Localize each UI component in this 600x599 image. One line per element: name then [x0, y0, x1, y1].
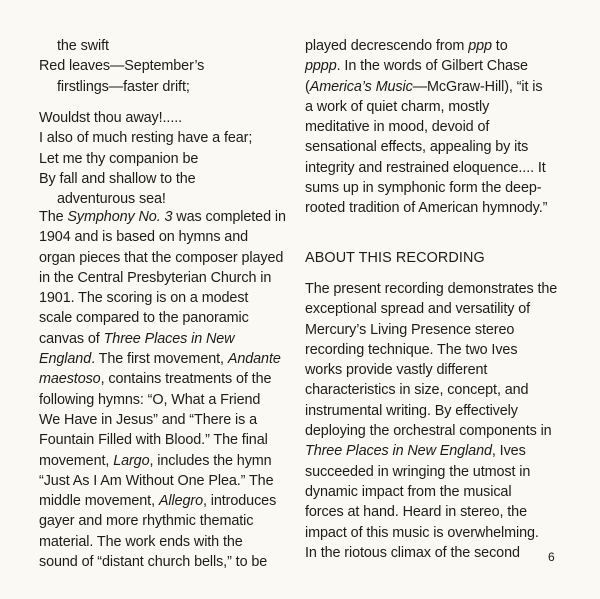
poem-line: adventurous sea!	[57, 191, 166, 208]
text-line	[39, 288, 286, 308]
text-run: , contains treatments of the	[100, 371, 272, 388]
text-run: In the riotous climax of the second	[305, 544, 520, 561]
text-line	[305, 97, 547, 117]
text-line	[39, 227, 286, 247]
poem-line: firstlings—faster drift;	[57, 78, 190, 95]
italic-text: ppp	[468, 38, 492, 54]
text-line	[305, 543, 557, 563]
text-run: succeeded in wringing the utmost in	[305, 463, 531, 480]
text-line	[305, 380, 557, 400]
italic-text: Symphony No. 3	[67, 209, 173, 225]
text-line	[39, 532, 286, 552]
poem-line: Red leaves—September’s	[39, 58, 205, 75]
text-line	[305, 320, 557, 340]
text-run: scale compared to the panoramic	[39, 310, 249, 327]
italic-text: Andante	[227, 351, 281, 368]
text-line	[305, 117, 547, 137]
text-run: Mercury’s Living Presence stereo	[305, 321, 515, 338]
italic-text: England	[39, 351, 92, 368]
text-line	[39, 349, 286, 369]
text-line	[39, 369, 286, 389]
text-line	[39, 248, 286, 268]
text-run: works provide vastly different	[305, 362, 488, 379]
poem-line: By fall and shallow to the	[39, 170, 196, 187]
text-line	[305, 178, 547, 198]
text-run: —McGraw-Hill), “it is	[412, 78, 543, 95]
text-line	[305, 360, 557, 380]
text-run: played decrescendo from	[305, 38, 469, 54]
recording-paragraph	[305, 279, 557, 563]
text-run: 1901. The scoring is on a modest	[39, 290, 249, 307]
text-run: sensational effects, appealing by its	[305, 139, 529, 156]
text-run: movement,	[39, 452, 114, 469]
text-run: characteristics in size, concept, and	[305, 382, 529, 399]
quote-paragraph	[305, 36, 547, 219]
text-run: Fountain Filled with Blood.” The final	[39, 432, 268, 449]
text-run: We Have in Jesus” and “There is a	[39, 411, 257, 428]
text-line	[39, 410, 286, 430]
text-run: in the Central Presbyterian Church in	[39, 269, 272, 286]
italic-text: Three Places in New England	[305, 443, 492, 460]
text-run: . The first movement,	[91, 351, 228, 368]
text-line	[39, 268, 286, 288]
text-run: dynamic impact from the musical	[305, 483, 512, 500]
text-run: instrumental writing. By effectively	[305, 402, 518, 419]
text-run: 1904 and is based on hymns and	[39, 229, 249, 246]
text-run: to	[491, 38, 508, 54]
text-line	[305, 502, 557, 522]
italic-text: Largo	[113, 452, 150, 469]
text-run: forces at hand. Heard in stereo, the	[305, 504, 527, 521]
text-run: deploying the orchestral components in	[305, 423, 552, 440]
text-line	[305, 482, 557, 502]
poem-line: the swift	[57, 38, 109, 54]
text-run: exceptional spread and versatility of	[305, 301, 531, 318]
text-run: following hymns: “O, What a Friend	[39, 391, 261, 408]
text-run: recording technique. The two Ives	[305, 341, 518, 358]
text-line	[39, 207, 286, 227]
italic-text: Three Places in New	[103, 330, 235, 347]
text-line	[305, 77, 547, 97]
text-line	[305, 36, 547, 56]
poem-line: Let me thy companion be	[39, 150, 199, 167]
section-heading: ABOUT THIS RECORDING	[305, 250, 485, 266]
italic-text: America’s Music	[309, 78, 413, 95]
text-run: , Ives	[491, 443, 526, 460]
text-run: , introduces	[202, 493, 277, 510]
text-run: rooted tradition of American hymnody.”	[305, 200, 548, 217]
text-line	[39, 329, 286, 349]
italic-text: Allegro	[158, 493, 203, 510]
text-run: gayer and more rhythmic thematic	[39, 513, 254, 530]
text-run: , includes the hymn	[149, 452, 272, 469]
text-line	[305, 441, 557, 461]
text-run: material. The work ends with the	[39, 533, 243, 550]
text-line	[39, 552, 286, 572]
page-number: 6	[548, 550, 555, 564]
text-line	[305, 299, 557, 319]
text-run: (	[305, 78, 310, 95]
text-run: The present recording demonstrates the	[305, 281, 558, 297]
text-line	[305, 56, 547, 76]
text-line	[305, 462, 557, 482]
text-line	[305, 279, 557, 299]
poem-line: I also of much resting have a fear;	[39, 130, 253, 147]
text-run: sums up in symphonic form the deep-	[305, 180, 542, 197]
text-line	[305, 421, 557, 441]
text-run: middle movement,	[39, 493, 159, 510]
text-run: organ pieces that the composer played	[39, 249, 284, 266]
text-run: was completed in	[172, 209, 286, 225]
text-run: . In the words of Gilbert Chase	[336, 58, 528, 75]
italic-text: pppp	[305, 58, 337, 75]
text-line	[39, 390, 286, 410]
text-run: “Just As I Am Without One Plea.” The	[39, 472, 274, 489]
text-run: a work of quiet charm, mostly	[305, 98, 490, 115]
text-line	[39, 430, 286, 450]
text-line	[39, 511, 286, 531]
text-run: canvas of	[39, 330, 104, 347]
text-run: meditative in mood, devoid of	[305, 119, 490, 136]
poem-line: Wouldst thou away!.....	[39, 109, 183, 126]
text-line	[39, 491, 286, 511]
text-line	[305, 137, 547, 157]
text-line	[39, 471, 286, 491]
text-line	[305, 340, 557, 360]
text-line	[305, 158, 547, 178]
text-line	[305, 523, 557, 543]
text-run: impact of this music is overwhelming.	[305, 524, 539, 541]
text-line	[39, 308, 286, 328]
text-line	[39, 451, 286, 471]
italic-text: maestoso	[39, 371, 101, 388]
text-run: The	[39, 209, 68, 225]
symphony-paragraph	[39, 207, 286, 572]
text-run: sound of “distant church bells,” to be	[39, 554, 268, 571]
text-line	[305, 401, 557, 421]
text-run: integrity and restrained eloquence.... It	[305, 159, 546, 176]
text-line	[305, 198, 547, 218]
